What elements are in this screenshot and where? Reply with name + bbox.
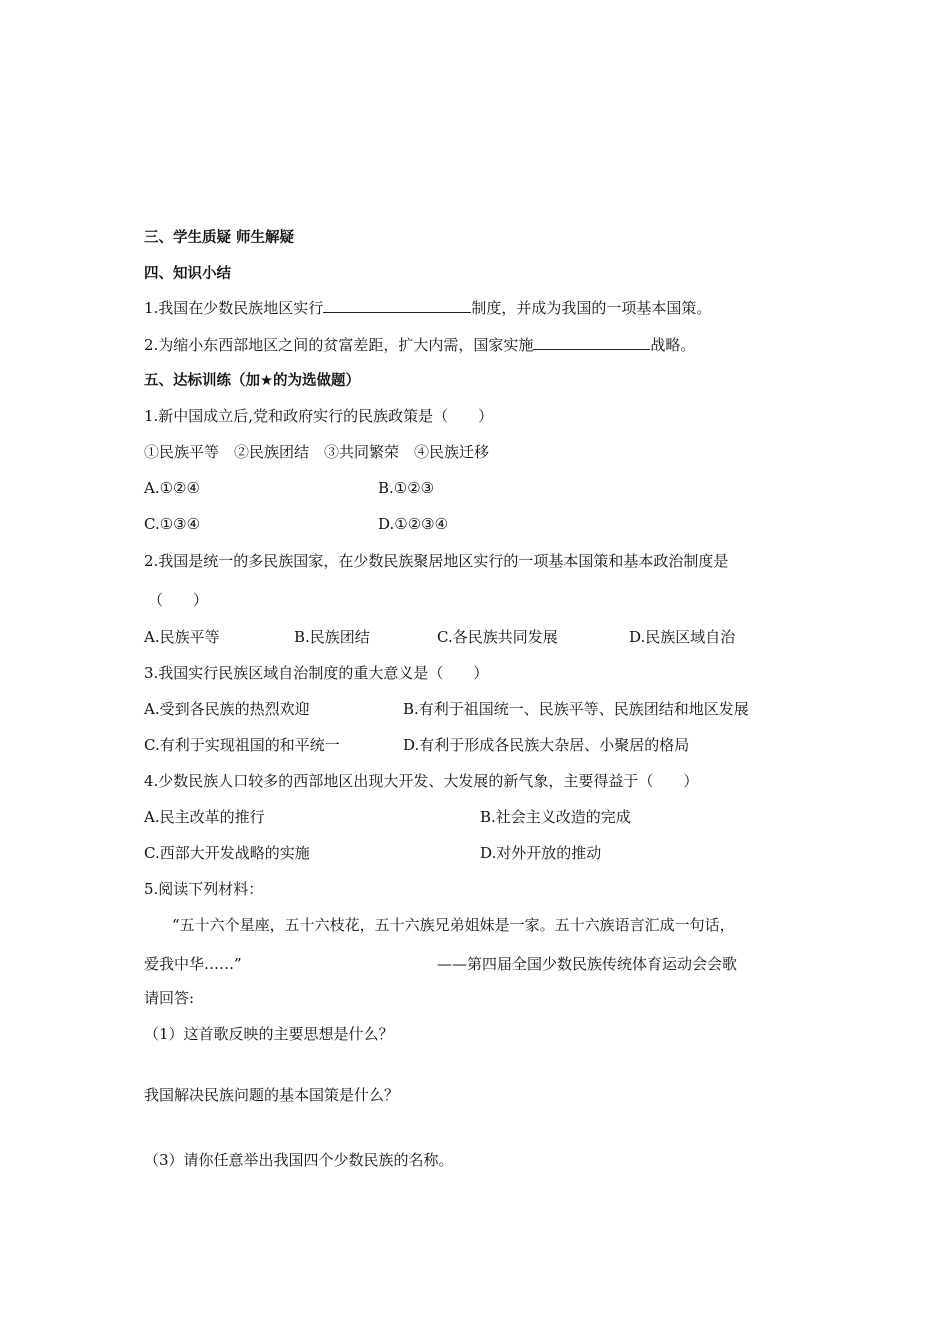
sub-question-3: （3）请你任意举出我国四个少数民族的名称。 (144, 1151, 454, 1169)
q3-option-d[interactable]: D.有利于形成各民族大杂居、小聚居的格局 (403, 736, 690, 754)
summary-q2-after: 战略。 (650, 336, 696, 354)
summary-q2-before: 2.为缩小东西部地区之间的贫富差距，扩大内需，国家实施 (144, 336, 534, 354)
question-3-stem: 3.我国实行民族区域自治制度的重大意义是（ ） (144, 664, 489, 682)
q2-option-c[interactable]: C.各民族共同发展 (437, 628, 558, 646)
question-1-stem: 1.新中国成立后,党和政府实行的民族政策是（ ） (144, 407, 494, 425)
quote-line-2: 爱我中华……” (144, 955, 242, 973)
fill-blank-2[interactable] (533, 335, 650, 350)
q1-option-b[interactable]: B.①②③ (378, 479, 435, 497)
q2-option-a[interactable]: A.民族平等 (144, 628, 220, 646)
q4-option-a[interactable]: A.民主改革的推行 (144, 808, 265, 826)
sub-question-2: 我国解决民族问题的基本国策是什么？ (144, 1086, 400, 1104)
q3-option-a[interactable]: A.受到各民族的热烈欢迎 (144, 700, 310, 718)
section-heading-4: 四、知识小结 (144, 266, 231, 282)
section-heading-5: 五、达标训练（加★的为选做题） (144, 373, 360, 389)
fill-blank-1[interactable] (323, 298, 471, 313)
summary-q1-after: 制度，并成为我国的一项基本国策。 (471, 299, 712, 317)
summary-question-1 (144, 298, 711, 318)
summary-question-2 (144, 335, 695, 355)
summary-q1-before: 1.我国在少数民族地区实行 (144, 299, 324, 317)
question-2-stem: 2.我国是统一的多民族国家，在少数民族聚居地区实行的一项基本国策和基本政治制度是 (144, 552, 729, 570)
q2-option-b[interactable]: B.民族团结 (294, 628, 370, 646)
q1-option-c[interactable]: C.①③④ (144, 515, 201, 533)
quote-line-1: “五十六个星座，五十六枝花，五十六族兄弟姐妹是一家。五十六族语言汇成一句话， (172, 916, 735, 934)
section-heading-3: 三、学生质疑 师生解疑 (144, 230, 295, 246)
question-2-paren: （ ） (148, 591, 209, 609)
q1-option-d[interactable]: D.①②③④ (378, 515, 449, 533)
answer-prompt: 请回答: (144, 989, 195, 1007)
question-4-stem: 4.少数民族人口较多的西部地区出现大开发、大发展的新气象，主要得益于（ ） (144, 772, 699, 790)
question-5-stem: 5.阅读下列材料： (144, 880, 264, 898)
quote-source: ——第四届全国少数民族传统体育运动会会歌 (437, 955, 738, 973)
sub-question-1: （1）这首歌反映的主要思想是什么？ (144, 1025, 394, 1043)
q1-option-a[interactable]: A.①②④ (144, 479, 200, 497)
q2-option-d[interactable]: D.民族区域自治 (629, 628, 736, 646)
q4-option-d[interactable]: D.对外开放的推动 (480, 844, 602, 862)
q4-option-c[interactable]: C.西部大开发战略的实施 (144, 844, 310, 862)
q3-option-c[interactable]: C.有利于实现祖国的和平统一 (144, 736, 340, 754)
q3-option-b[interactable]: B.有利于祖国统一、民族平等、民族团结和地区发展 (403, 700, 749, 718)
question-1-items: ①民族平等 ②民族团结 ③共同繁荣 ④民族迁移 (144, 443, 490, 461)
q4-option-b[interactable]: B.社会主义改造的完成 (480, 808, 631, 826)
